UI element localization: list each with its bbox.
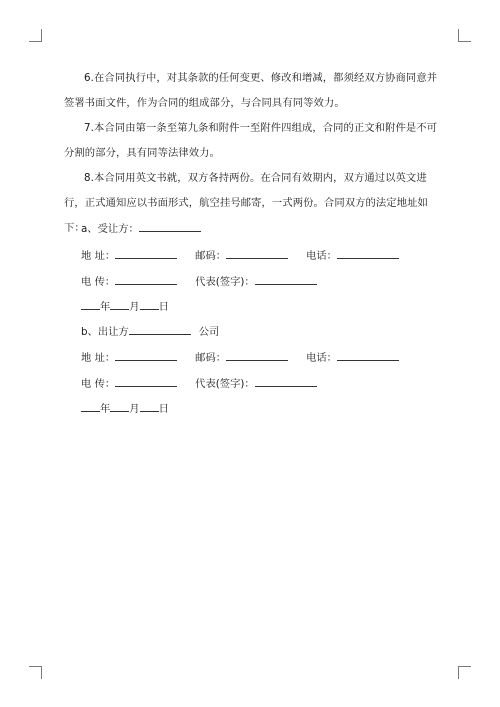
party-b-suffix: 公司 [198,326,220,338]
party-a-postcode-blank[interactable] [226,247,288,259]
party-a-rep-blank[interactable] [255,273,317,285]
party-b-address-line [81,349,399,365]
party-b-year-label: 年 [100,403,111,415]
party-a-fax-line [81,273,317,289]
party-a-year-blank[interactable] [81,298,100,310]
party-a-fax-label: 电 传： [81,276,116,288]
party-a-address-line [81,247,399,263]
clause-6: 6.在合同执行中，对其条款的任何变更、修改和增减，都须经双方协商同意并签署书面文件，作为合同的组成部分，与合同具有同等效力。 [64,72,438,109]
party-b-fax-label: 电 传： [81,378,116,390]
party-a-postcode-label: 邮码： [195,250,227,262]
party-a-month-label: 月 [129,301,140,313]
crop-mark-bottom-right [458,666,471,679]
party-b-fax-blank[interactable] [115,375,177,387]
party-b-month-label: 月 [129,403,140,415]
party-b-line [81,323,219,339]
party-b-year-blank[interactable] [81,400,100,412]
party-b-address-blank[interactable] [115,349,177,361]
party-a-month-blank[interactable] [110,298,129,310]
crop-mark-bottom-left [29,666,42,679]
party-b-postcode-blank[interactable] [226,349,288,361]
party-a-rep-label: 代表(签字)： [195,276,255,288]
party-b-day-label: 日 [158,403,169,415]
clause-8: 8.本合同用英文书就，双方各持两份。在合同有效期内，双方通过以英文进行，正式通知应以书面形式，航空挂号邮寄，一式两份。合同双方的法定地址如下： [64,172,428,234]
party-a-date-line [81,298,169,314]
party-a-name-blank[interactable] [139,220,201,232]
crop-mark-top-right [458,29,471,42]
party-b-day-blank[interactable] [140,400,159,412]
contract-body [64,66,442,241]
party-a-address-label: 地 址： [81,250,116,262]
party-b-rep-label: 代表(签字)： [195,378,255,390]
party-b-address-label: 地 址： [81,352,116,364]
crop-mark-top-left [29,29,42,42]
party-b-month-blank[interactable] [110,400,129,412]
party-a-phone-label: 电话： [306,250,337,262]
clause-7: 7.本合同由第一条至第九条和附件一至附件四组成，合同的正文和附件是不可分割的部分，具有同等法律效力。 [64,122,438,159]
party-a-address-blank[interactable] [115,247,177,259]
party-b-date-line [81,400,169,416]
party-b-fax-line [81,375,317,391]
party-b-rep-blank[interactable] [255,375,317,387]
party-b-label: b、出让方 [81,326,129,338]
party-a-label: a、受让方： [81,223,139,235]
party-a-day-blank[interactable] [140,298,159,310]
party-b-phone-blank[interactable] [337,349,399,361]
party-a-fax-blank[interactable] [115,273,177,285]
party-b-phone-label: 电话： [306,352,337,364]
party-a-line [81,220,201,236]
party-a-year-label: 年 [100,301,111,313]
party-b-name-blank[interactable] [129,323,191,335]
party-b-postcode-label: 邮码： [195,352,227,364]
party-a-day-label: 日 [158,301,169,313]
party-a-phone-blank[interactable] [337,247,399,259]
